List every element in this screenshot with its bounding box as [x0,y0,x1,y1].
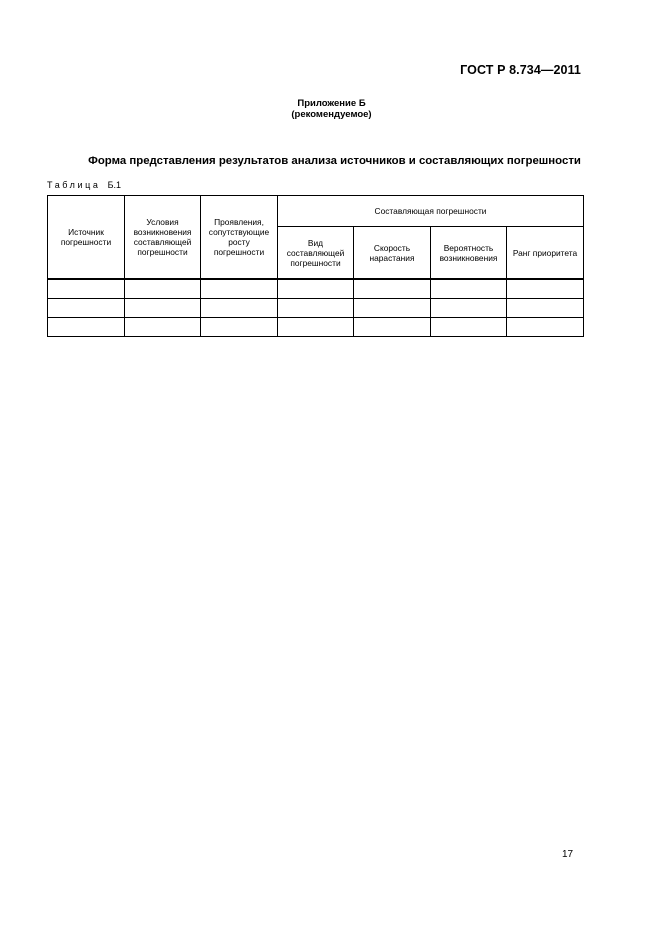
appendix-heading [0,98,661,120]
table-cell [507,318,584,337]
table-cell [278,279,354,299]
table-cell [48,318,125,337]
table-cell [507,279,584,299]
col-header-growth-rate: Скорость нарастания [354,227,431,280]
table-row [48,318,584,337]
table-cell [431,318,507,337]
appendix-subtitle: (рекомендуемое) [291,109,372,120]
table-cell [507,299,584,318]
table-cell [354,299,431,318]
table-cell [431,279,507,299]
table-row [48,279,584,299]
table-caption [47,180,121,190]
col-header-priority-rank: Ранг приоритета [507,227,584,280]
table-cell [125,318,201,337]
appendix-title: Приложение Б [297,98,366,109]
table-cell [125,299,201,318]
form-title: Форма представления результатов анализа источников и составляющих погрешности [88,155,581,167]
table-caption-number: Б.1 [107,180,122,190]
table-cell [354,279,431,299]
table-cell [201,299,278,318]
table-header-row-1 [48,196,584,227]
table-cell [431,299,507,318]
col-header-component-type: Вид составляющей погрешности [278,227,354,280]
table-cell [278,299,354,318]
col-header-probability: Вероятность возникновения [431,227,507,280]
table-cell [125,279,201,299]
table-cell [201,279,278,299]
col-header-source: Источник погрешности [48,196,125,280]
table-cell [354,318,431,337]
table-cell [48,299,125,318]
results-table [47,195,584,337]
table-caption-word: Таблица [47,180,101,190]
table-cell [48,279,125,299]
table-row [48,299,584,318]
table-cell [201,318,278,337]
table-cell [278,318,354,337]
page-number: 17 [562,849,574,860]
group-header-error-component: Составляющая погрешности [278,196,584,227]
document-code: ГОСТ Р 8.734—2011 [460,63,581,77]
col-header-manifestations: Проявления, сопутствующие росту погрешности [201,196,278,280]
col-header-conditions: Условия возникновения составляющей погрешности [125,196,201,280]
